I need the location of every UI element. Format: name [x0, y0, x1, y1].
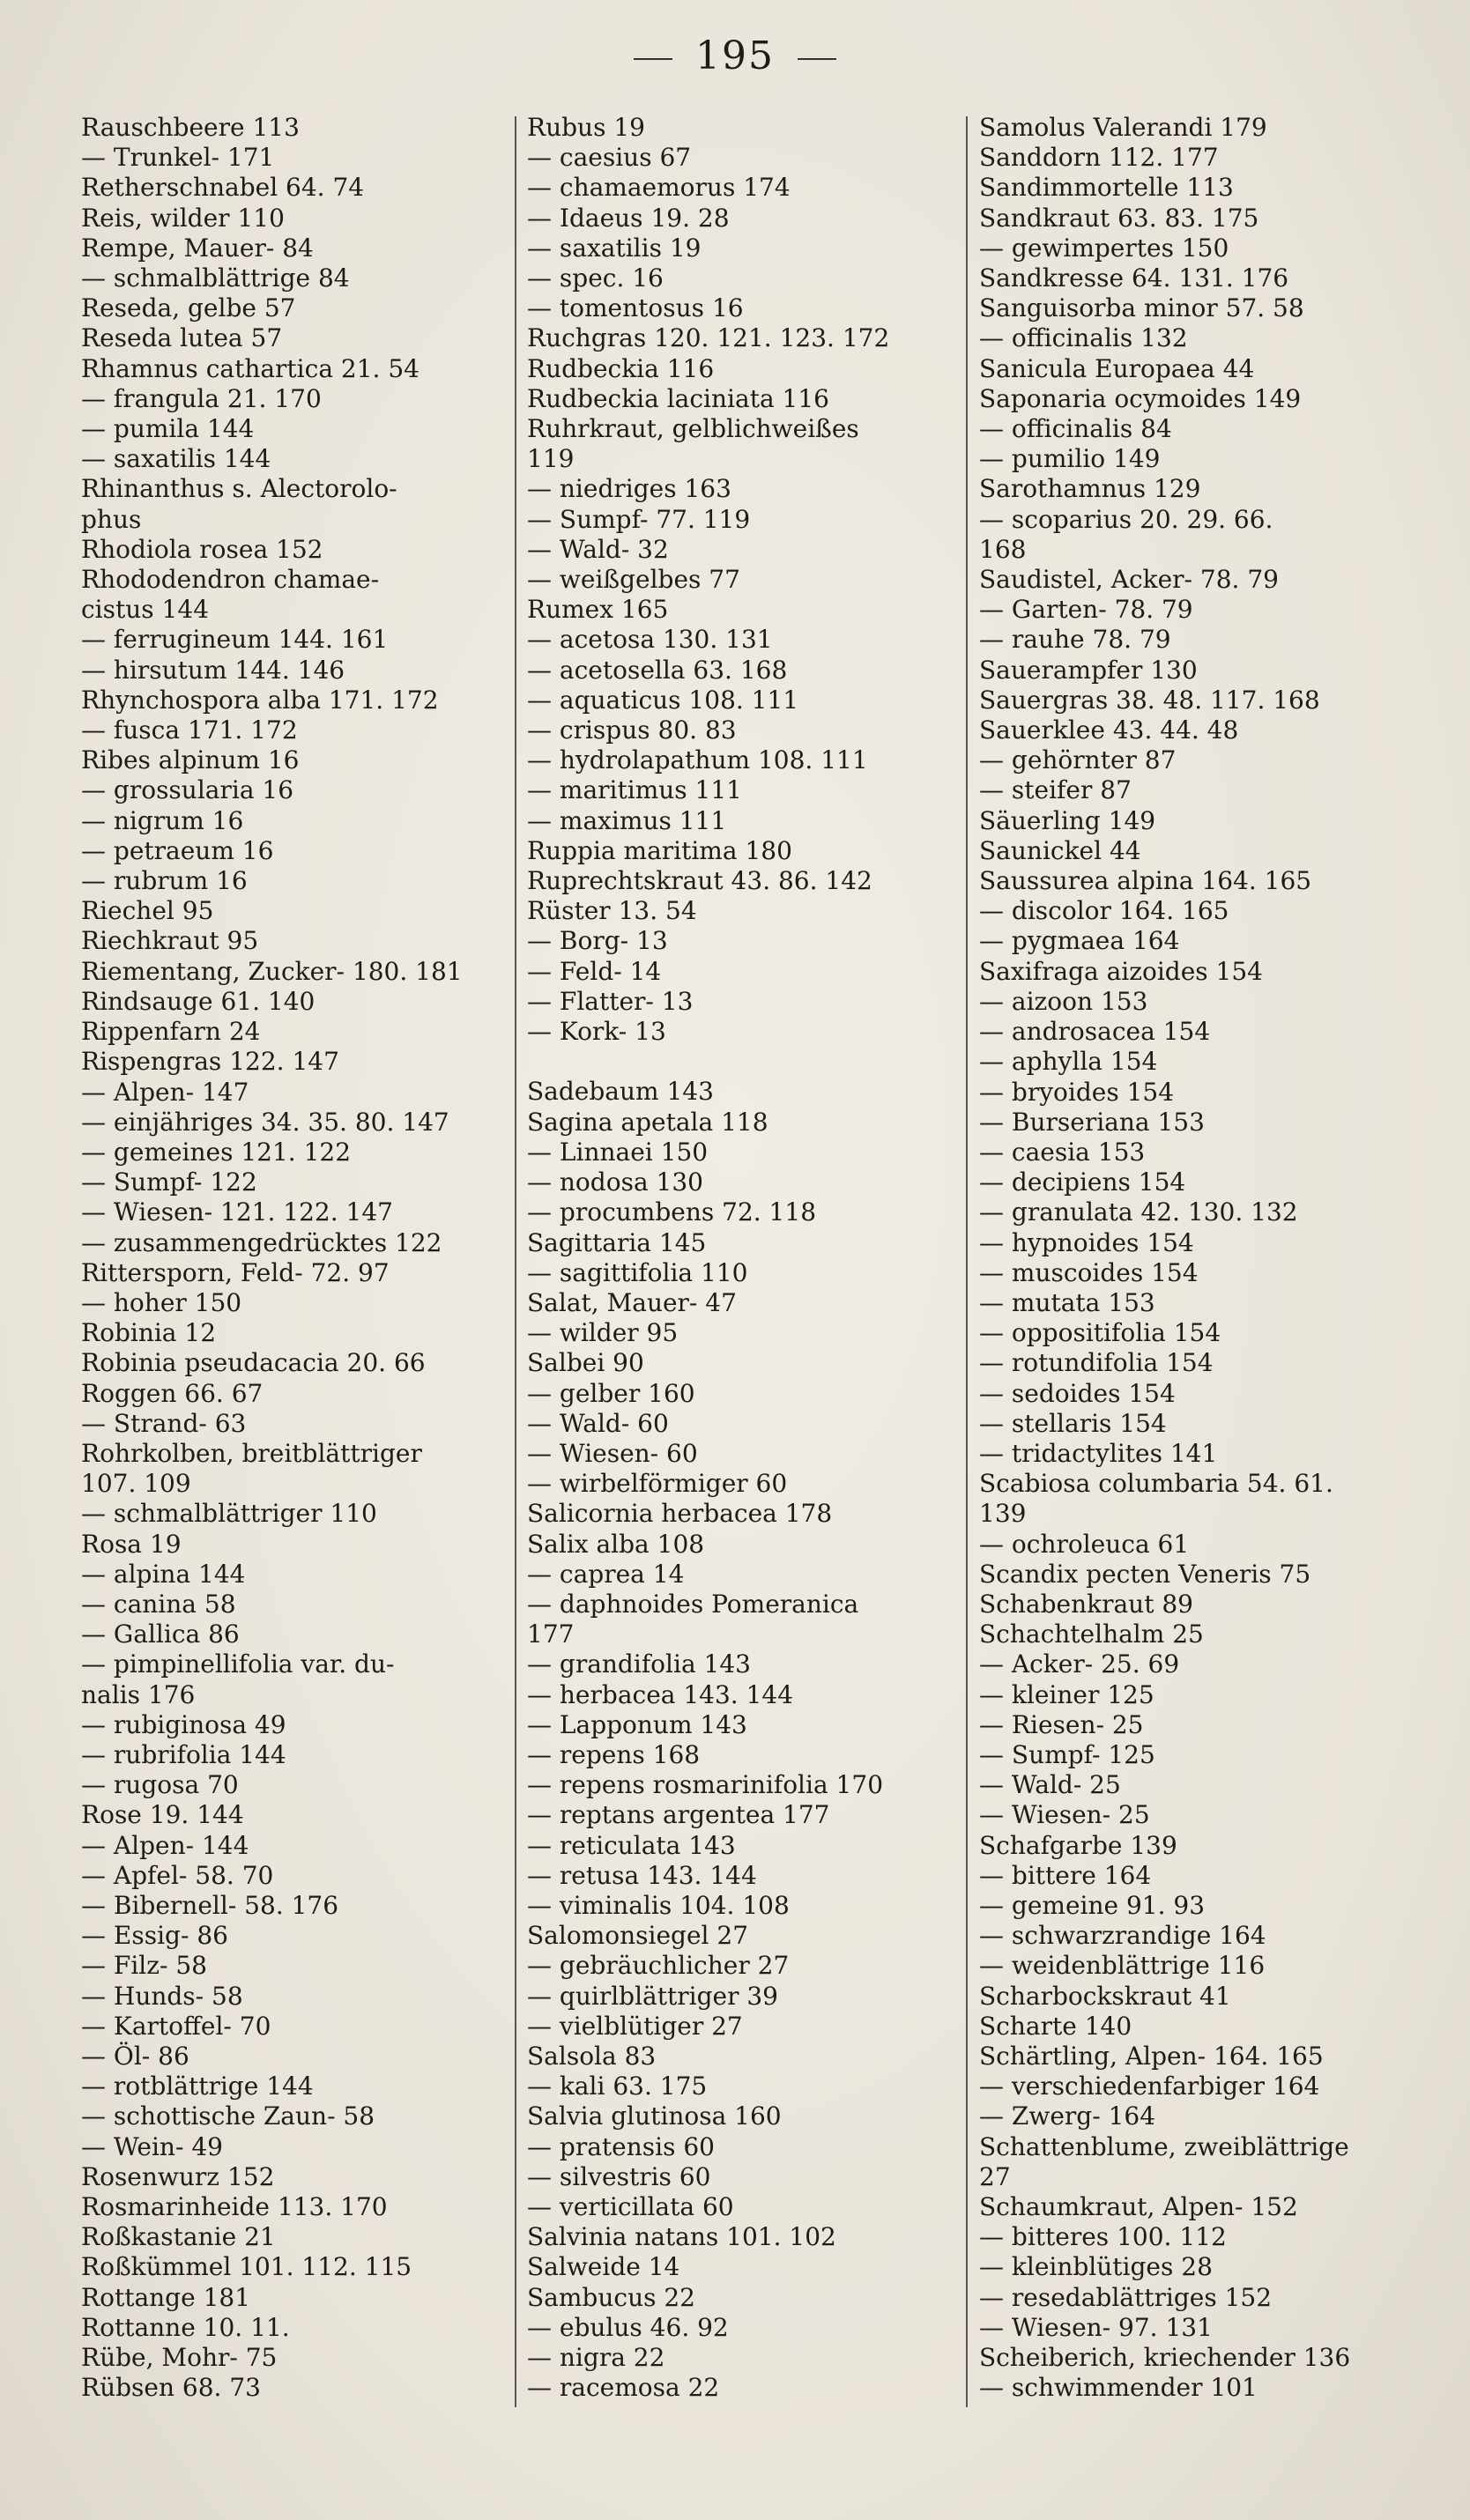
index-entry: — Feld- 14: [527, 956, 662, 986]
index-entry: Rosmarinheide 113. 170: [81, 2192, 388, 2222]
index-entry: — pratensis 60: [527, 2131, 715, 2161]
index-entry: Rottanne 10. 11.: [81, 2312, 290, 2342]
index-entry: — fusca 171. 172: [81, 715, 298, 745]
index-entry: — procumbens 72. 118: [527, 1197, 817, 1227]
index-entry: — pygmaea 164: [979, 926, 1180, 956]
index-column-2: [527, 113, 976, 2492]
index-entry: Sauerampfer 130: [979, 655, 1198, 685]
index-entry: — Sumpf- 77. 119: [527, 504, 751, 534]
index-entry: — frangula 21. 170: [81, 383, 322, 413]
index-entry: — Wald- 32: [527, 534, 669, 564]
index-entry: — nigrum 16: [81, 805, 244, 835]
index-entry: Rhodiola rosea 152: [81, 534, 323, 564]
index-entry: — Strand- 63: [81, 1408, 247, 1438]
index-entry: — Wein- 49: [81, 2131, 223, 2161]
index-entry: 139: [979, 1499, 1027, 1529]
index-entry: Roßkümmel 101. 112. 115: [81, 2252, 412, 2282]
index-entry: — Wald- 60: [527, 1408, 669, 1438]
index-entry: Rubus 19: [527, 113, 645, 142]
index-entry: — Wiesen- 60: [527, 1438, 698, 1468]
index-entry: — repens rosmarinifolia 170: [527, 1770, 884, 1800]
index-entry: — Essig- 86: [81, 1921, 228, 1951]
index-entry: — einjähriges 34. 35. 80. 147: [81, 1107, 449, 1137]
index-entry: — resedablättriges 152: [979, 2282, 1273, 2312]
index-entry: Rittersporn, Feld- 72. 97: [81, 1257, 390, 1287]
index-entry: — steifer 87: [979, 775, 1132, 805]
index-entry: — mutata 153: [979, 1287, 1155, 1317]
index-entry: — pumilio 149: [979, 444, 1161, 474]
index-entry: — alpina 144: [81, 1559, 246, 1589]
index-entry: — sedoides 154: [979, 1378, 1176, 1408]
index-entry: Rudbeckia laciniata 116: [527, 383, 829, 413]
index-entry: Salweide 14: [527, 2252, 680, 2282]
index-entry: 168: [979, 534, 1027, 564]
index-entry: Rhododendron chamae-: [81, 565, 380, 595]
index-entry: Riementang, Zucker- 180. 181: [81, 956, 463, 986]
index-entry: Rindsauge 61. 140: [81, 986, 316, 1016]
index-entry: — grossularia 16: [81, 775, 294, 805]
index-entry: — schmalblättrige 84: [81, 263, 350, 293]
index-entry: — spec. 16: [527, 263, 664, 293]
index-entry: Sagina apetala 118: [527, 1107, 768, 1137]
index-entry: Saunickel 44: [979, 835, 1141, 865]
index-entry: Retherschnabel 64. 74: [81, 173, 365, 203]
index-entry: — schwarzrandige 164: [979, 1921, 1266, 1951]
index-entry: Sanddorn 112. 177: [979, 143, 1219, 173]
index-entry: — chamaemorus 174: [527, 173, 791, 203]
index-entry: Schaumkraut, Alpen- 152: [979, 2192, 1298, 2222]
index-entry: — muscoides 154: [979, 1257, 1199, 1287]
index-entry: — gemeine 91. 93: [979, 1890, 1206, 1920]
index-entry: Scabiosa columbaria 54. 61.: [979, 1469, 1333, 1499]
index-entry: Rohrkolben, breitblättriger: [81, 1438, 422, 1468]
index-entry: Scharbockskraut 41: [979, 1981, 1231, 2011]
index-entry: — acetosella 63. 168: [527, 655, 788, 685]
index-entry: — ferrugineum 144. 161: [81, 625, 389, 655]
index-entry: Robinia pseudacacia 20. 66: [81, 1348, 426, 1378]
index-entry: — quirlblättriger 39: [527, 1981, 778, 2011]
index-entry: Sanguisorba minor 57. 58: [979, 293, 1304, 323]
index-entry: — Zwerg- 164: [979, 2101, 1156, 2131]
index-entry: — schottische Zaun- 58: [81, 2101, 375, 2131]
index-entry: — Borg- 13: [527, 926, 668, 956]
index-entry: — kleiner 125: [979, 1679, 1154, 1709]
index-entry: — rubiginosa 49: [81, 1709, 286, 1739]
index-entry: Rudbeckia 116: [527, 353, 715, 383]
index-entry: Saussurea alpina 164. 165: [979, 866, 1312, 896]
index-entry: — niedriges 163: [527, 474, 731, 504]
index-entry: Sarothamnus 129: [979, 474, 1201, 504]
index-entry: — rauhe 78. 79: [979, 625, 1171, 655]
index-entry: — kali 63. 175: [527, 2072, 708, 2101]
index-entry: — Wiesen- 121. 122. 147: [81, 1197, 393, 1227]
index-entry: Sanicula Europaea 44: [979, 353, 1255, 383]
index-entry: — canina 58: [81, 1589, 236, 1619]
index-entry: nalis 176: [81, 1679, 196, 1709]
index-entry: — hydrolapathum 108. 111: [527, 745, 868, 775]
index-entry: Sandimmortelle 113: [979, 173, 1234, 203]
page-number: 195: [695, 33, 775, 78]
index-entry: — verschiedenfarbiger 164: [979, 2072, 1320, 2101]
index-entry: Saponaria ocymoides 149: [979, 383, 1302, 413]
index-entry: — reptans argentea 177: [527, 1800, 830, 1830]
index-entry: Ruhrkraut, gelblichweißes: [527, 414, 859, 444]
index-entry: Scharte 140: [979, 2011, 1132, 2041]
index-entry: — schwimmender 101: [979, 2373, 1258, 2403]
index-entry: — bittere 164: [979, 1860, 1152, 1890]
index-entry: — granulata 42. 130. 132: [979, 1197, 1298, 1227]
index-entry: — gelber 160: [527, 1378, 695, 1408]
index-entry: — oppositifolia 154: [979, 1318, 1221, 1348]
index-entry: — officinalis 132: [979, 323, 1188, 353]
index-entry: — racemosa 22: [527, 2373, 720, 2403]
index-entry: Rhamnus cathartica 21. 54: [81, 353, 419, 383]
index-entry: Scheiberich, kriechender 136: [979, 2343, 1351, 2373]
index-entry: Sauerklee 43. 44. 48: [979, 715, 1239, 745]
index-column-1: [81, 113, 522, 2492]
index-entry: — herbacea 143. 144: [527, 1679, 794, 1709]
index-entry: — Flatter- 13: [527, 986, 694, 1016]
index-entry: Sambucus 22: [527, 2282, 695, 2312]
index-entry: Sandkresse 64. 131. 176: [979, 263, 1289, 293]
index-entry: Rosa 19: [81, 1529, 182, 1559]
index-entry: Sandkraut 63. 83. 175: [979, 203, 1259, 233]
index-entry: — petraeum 16: [81, 835, 274, 865]
index-entry: Rempe, Mauer- 84: [81, 233, 314, 263]
index-entry: Sadebaum 143: [527, 1077, 714, 1107]
index-entry: — wilder 95: [527, 1318, 679, 1348]
index-entry: — ochroleuca 61: [979, 1529, 1190, 1559]
index-entry: — caesia 153: [979, 1137, 1146, 1167]
index-entry: Rauschbeere 113: [81, 113, 300, 142]
index-entry: — pumila 144: [81, 414, 255, 444]
index-entry: — aizoon 153: [979, 986, 1148, 1016]
index-entry: Ruprechtskraut 43. 86. 142: [527, 866, 872, 896]
index-entry: Sagittaria 145: [527, 1227, 707, 1257]
index-entry: — Riesen- 25: [979, 1709, 1144, 1739]
index-entry: 119: [527, 444, 575, 474]
index-entry: — Kartoffel- 70: [81, 2011, 271, 2041]
index-entry: Ruppia maritima 180: [527, 835, 792, 865]
header-dash-right: [798, 58, 836, 60]
index-entry: — Wiesen- 25: [979, 1800, 1150, 1830]
index-entry: — ebulus 46. 92: [527, 2312, 729, 2342]
index-entry: Roßkastanie 21: [81, 2222, 276, 2252]
index-entry: — Öl- 86: [81, 2042, 189, 2071]
index-entry: Ribes alpinum 16: [81, 745, 300, 775]
index-entry: — Linnaei 150: [527, 1137, 709, 1167]
index-entry: — caprea 14: [527, 1559, 685, 1589]
index-entry: — gemeines 121. 122: [81, 1137, 352, 1167]
index-entry: Salvinia natans 101. 102: [527, 2222, 836, 2252]
index-entry: Samolus Valerandi 179: [979, 113, 1267, 142]
index-entry: Rhynchospora alba 171. 172: [81, 685, 439, 715]
index-entry: — stellaris 154: [979, 1408, 1167, 1438]
index-entry: — hypnoides 154: [979, 1227, 1194, 1257]
index-entry: — rubrifolia 144: [81, 1739, 286, 1769]
index-entry: Rippenfarn 24: [81, 1017, 261, 1047]
index-entry: Rübsen 68. 73: [81, 2373, 261, 2403]
index-entry: Salat, Mauer- 47: [527, 1287, 737, 1317]
index-entry: — Sumpf- 125: [979, 1739, 1155, 1769]
index-entry: — zusammengedrücktes 122: [81, 1227, 442, 1257]
index-entry: Rispengras 122. 147: [81, 1047, 339, 1077]
index-entry: Robinia 12: [81, 1318, 217, 1348]
index-column-3: [979, 113, 1459, 2492]
index-entry: — Bibernell- 58. 176: [81, 1890, 339, 1920]
index-entry: — Gallica 86: [81, 1619, 240, 1649]
index-entry: — Apfel- 58. 70: [81, 1860, 274, 1890]
index-entry: — Alpen- 144: [81, 1830, 249, 1860]
index-entry: Rumex 165: [527, 595, 669, 625]
index-entry: — nodosa 130: [527, 1167, 703, 1197]
index-entry: — sagittifolia 110: [527, 1257, 748, 1287]
index-entry: — bitteres 100. 112: [979, 2222, 1227, 2252]
index-entry: — acetosa 130. 131: [527, 625, 773, 655]
index-entry: — grandifolia 143: [527, 1649, 751, 1679]
index-entry: Salomonsiegel 27: [527, 1921, 749, 1951]
index-entry: — Idaeus 19. 28: [527, 203, 730, 233]
index-entry: — Hunds- 58: [81, 1981, 243, 2011]
index-entry: Ruchgras 120. 121. 123. 172: [527, 323, 890, 353]
index-entry: 107. 109: [81, 1469, 191, 1499]
index-entry: — daphnoides Pomeranica: [527, 1589, 859, 1619]
index-entry: — viminalis 104. 108: [527, 1890, 790, 1920]
index-entry: — tridactylites 141: [979, 1438, 1218, 1468]
index-entry: — Wiesen- 97. 131: [979, 2312, 1213, 2342]
index-entry: Rüster 13. 54: [527, 896, 697, 926]
index-entry: — pimpinellifolia var. du-: [81, 1649, 395, 1679]
index-entry: — crispus 80. 83: [527, 715, 737, 745]
index-entry: phus: [81, 504, 142, 534]
index-entry: — decipiens 154: [979, 1167, 1186, 1197]
index-entry: — Burseriana 153: [979, 1107, 1205, 1137]
index-entry: — Wald- 25: [979, 1770, 1121, 1800]
index-entry: — silvestris 60: [527, 2161, 711, 2191]
index-entry: Salsola 83: [527, 2041, 657, 2071]
index-entry: — saxatilis 144: [81, 444, 271, 474]
index-entry: Riechkraut 95: [81, 926, 259, 956]
index-entry: — retusa 143. 144: [527, 1860, 757, 1890]
section-gap: [527, 1047, 976, 1077]
index-entry: — gewimpertes 150: [979, 233, 1229, 263]
index-entry: Schattenblume, zweiblättrige: [979, 2131, 1349, 2161]
index-entry: — rubrum 16: [81, 866, 248, 896]
index-entry: 27: [979, 2161, 1011, 2191]
index-entry: — discolor 164. 165: [979, 896, 1229, 926]
index-entry: — aquaticus 108. 111: [527, 685, 799, 715]
index-entry: — rotblättrige 144: [81, 2072, 314, 2101]
index-entry: Rose 19. 144: [81, 1800, 244, 1830]
index-entry: — reticulata 143: [527, 1830, 736, 1860]
index-entry: Sauergras 38. 48. 117. 168: [979, 685, 1320, 715]
index-entry: Saxifraga aizoides 154: [979, 956, 1263, 986]
index-entry: Saudistel, Acker- 78. 79: [979, 565, 1279, 595]
index-entry: 177: [527, 1619, 575, 1649]
index-entry: — gehörnter 87: [979, 745, 1177, 775]
index-entry: — bryoides 154: [979, 1077, 1175, 1107]
index-entry: — rotundifolia 154: [979, 1348, 1214, 1378]
index-entry: — repens 168: [527, 1739, 701, 1769]
index-entry: Reis, wilder 110: [81, 203, 285, 233]
page-header: [0, 33, 1470, 78]
index-entry: — schmalblättriger 110: [81, 1499, 377, 1529]
index-entry: — nigra 22: [527, 2343, 665, 2373]
index-entry: — verticillata 60: [527, 2192, 734, 2221]
index-entry: Rosenwurz 152: [81, 2161, 275, 2191]
index-entry: Salix alba 108: [527, 1529, 705, 1559]
index-entry: Salvia glutinosa 160: [527, 2101, 782, 2131]
index-entry: — Alpen- 147: [81, 1077, 249, 1107]
index-entry: — weißgelbes 77: [527, 565, 740, 595]
index-entry: Roggen 66. 67: [81, 1378, 264, 1408]
index-entry: Schabenkraut 89: [979, 1589, 1193, 1619]
index-entry: — aphylla 154: [979, 1047, 1158, 1077]
index-entry: Scandix pecten Veneris 75: [979, 1559, 1311, 1589]
index-entry: — wirbelförmiger 60: [527, 1469, 788, 1499]
index-entry: — Sumpf- 122: [81, 1167, 257, 1197]
index-entry: — Kork- 13: [527, 1017, 666, 1047]
index-entry: Riechel 95: [81, 896, 214, 926]
index-entry: — Trunkel- 171: [81, 143, 275, 173]
index-entry: Schachtelhalm 25: [979, 1619, 1204, 1649]
index-entry: — Lapponum 143: [527, 1709, 747, 1739]
index-entry: Salbei 90: [527, 1348, 644, 1378]
index-entry: — gebräuchlicher 27: [527, 1951, 790, 1981]
index-entry: — officinalis 84: [979, 414, 1172, 444]
index-entry: Reseda lutea 57: [81, 323, 283, 353]
index-entry: — caesius 67: [527, 143, 692, 173]
index-entry: — tomentosus 16: [527, 293, 744, 323]
index-entry: — rugosa 70: [81, 1770, 239, 1800]
index-entry: — weidenblättrige 116: [979, 1951, 1266, 1981]
index-entry: Salicornia herbacea 178: [527, 1499, 833, 1529]
index-entry: — hirsutum 144. 146: [81, 655, 345, 685]
index-entry: — vielblütiger 27: [527, 2011, 743, 2041]
index-entry: Rottange 181: [81, 2282, 251, 2312]
index-entry: Reseda, gelbe 57: [81, 293, 296, 323]
index-entry: — hoher 150: [81, 1287, 242, 1317]
index-entry: Schafgarbe 139: [979, 1830, 1177, 1860]
index-entry: cistus 144: [81, 595, 210, 625]
index-entry: — Garten- 78. 79: [979, 595, 1193, 625]
index-entry: — Filz- 58: [81, 1951, 207, 1981]
index-entry: Rhinanthus s. Alectorolo-: [81, 474, 397, 504]
index-entry: — kleinblütiges 28: [979, 2252, 1213, 2282]
index-entry: Rübe, Mohr- 75: [81, 2343, 278, 2373]
index-entry: — androsacea 154: [979, 1017, 1211, 1047]
index-entry: — scoparius 20. 29. 66.: [979, 504, 1273, 534]
index-entry: Säuerling 149: [979, 805, 1156, 835]
index-entry: — maximus 111: [527, 805, 727, 835]
index-entry: — Acker- 25. 69: [979, 1649, 1180, 1679]
index-entry: — maritimus 111: [527, 775, 742, 805]
header-dash-left: [634, 58, 672, 60]
index-entry: — saxatilis 19: [527, 233, 702, 263]
index-entry: Schärtling, Alpen- 164. 165: [979, 2042, 1324, 2071]
